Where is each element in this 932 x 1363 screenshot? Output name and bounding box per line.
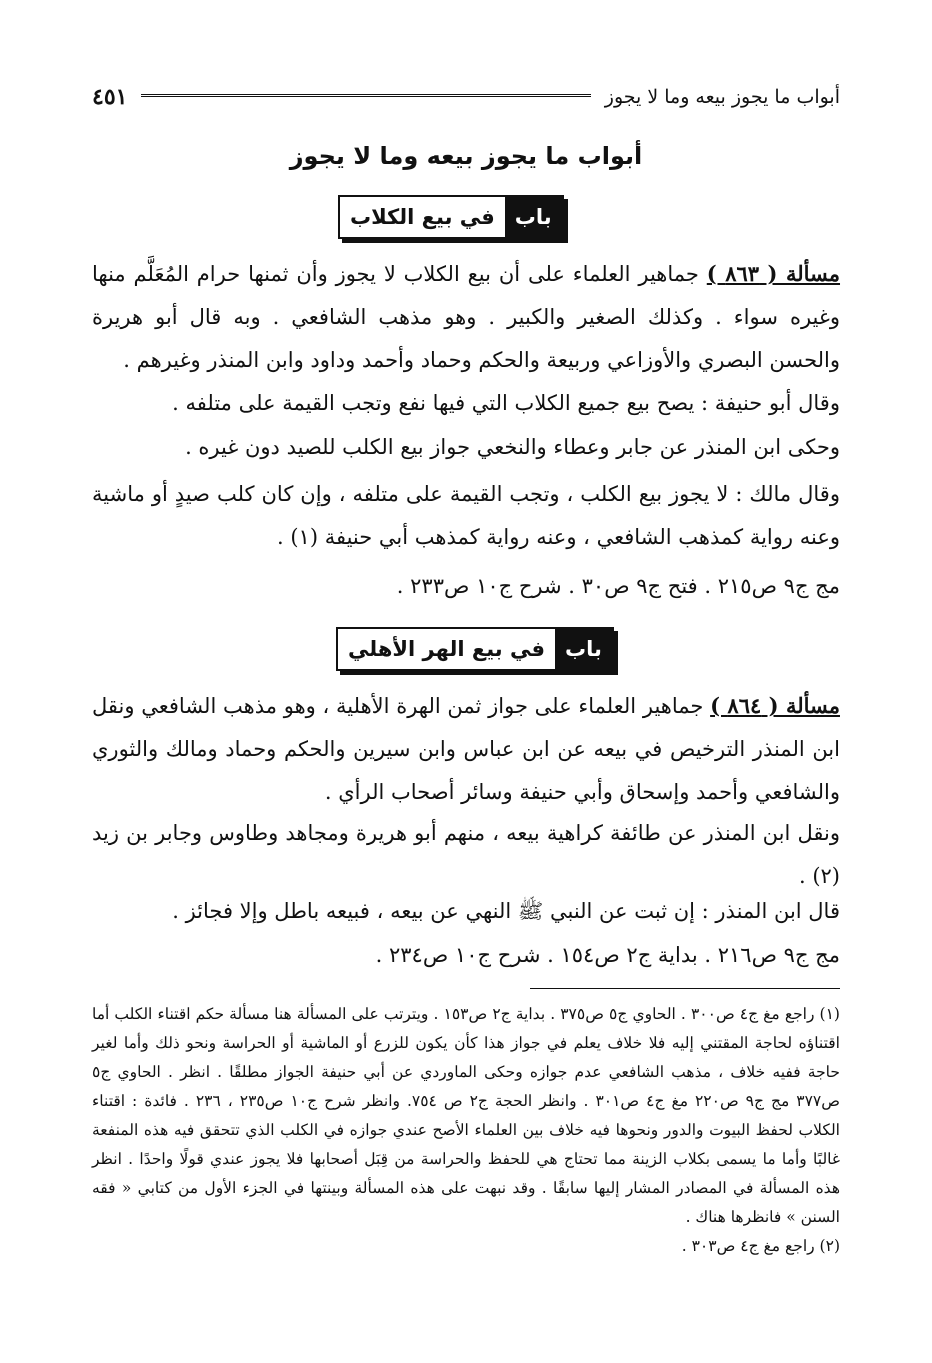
bab-label: باب bbox=[505, 197, 562, 237]
masala-label: مسألة ( ٨٦٣ ) bbox=[706, 261, 841, 286]
footnote-2: (٢) راجع مغ ج٤ ص٣٠٣ . bbox=[681, 1237, 840, 1255]
paragraph-text: جماهير العلماء على أن بيع الكلاب لا يجوز وأن ثمنها حرام المُعَلَّم منها وغيره سواء . وكذلك الصغير والكبير . وهو مذهب الشافعي . وبه قال أبو هريرة والحسن البصري والأوزاعي وربيعة والحكم وحماد وأحمد وداود وابن المنذر وغيرهم . bbox=[92, 262, 840, 372]
masala-label: مسألة ( ٨٦٤ ) bbox=[710, 693, 840, 718]
references-line: مج ج٩ ص٢١٥ . فتح ج٩ ص٣٠ . شرح ج١٠ ص٢٣٣ . bbox=[396, 574, 840, 598]
section-title: في بيع الهر الأهلي bbox=[348, 637, 545, 661]
running-title: أبواب ما يجوز بيعه وما لا يجوز bbox=[604, 86, 840, 108]
header-rule bbox=[141, 94, 590, 100]
section-title: في بيع الكلاب bbox=[350, 205, 495, 229]
chapter-title: أبواب ما يجوز بيعه وما لا يجوز bbox=[289, 142, 643, 170]
footnotes bbox=[92, 1000, 840, 1261]
running-header bbox=[92, 80, 840, 114]
ibn-al-mundhir-paragraph: وحكى ابن المنذر عن جابر وعطاء والنخعي جواز بيع الكلب للصيد دون غيره . bbox=[185, 435, 840, 459]
masala-864-paragraph bbox=[92, 684, 840, 814]
karahiya-paragraph: ونقل ابن المنذر عن طائفة كراهية بيعه ، منهم أبو هريرة ومجاهد وطاوس وجابر بن زيد (٢) . bbox=[92, 821, 840, 888]
paragraph-text: جماهير العلماء على جواز ثمن الهرة الأهلية ، وهو مذهب الشافعي ونقل ابن المنذر الترخيص في بيعه عن ابن عباس وابن سيرين والحكم وحماد ومالك والثوري والشافعي وأحمد وإسحاق وأبي حنيفة وسائر أصحاب الرأي . bbox=[92, 694, 840, 804]
footnote-1: (١) راجع مغ ج٤ ص٣٠٠ . الحاوي ج٥ ص٣٧٥ . بداية ج٢ ص١٥٣ . ويترتب على المسألة هنا مسألة حكم اقتناء الكلب أما اقتناؤه لحاجة المقتني إليه فلا خلاف يعلم في جواز هذا كأن يكون للزرع أو الماشية أو الحراسة ونحو ذلك وأما لغير حاجة ففيه خلاف ، مذهب الشافعي عدم جوازه وحكى الماوردي عن أبي حنيفة الجواز مطلقًا . انظر . الحاوي ج٥ ص٣٧٧ مج ج٩ ص٢٢٠ مغ ج٤ ص٣٠١ . وانظر الحجة ج٢ ص ٧٥٤. وانظر شرح ج١٠ ص٢٣٥ ، ٢٣٦ . فائدة : اقتناء الكلاب لحفظ البيوت والدور ونحوها فيه خلاف بين العلماء الأصح عندي جوازه في الكلب الذي تتحقق فيه هذه المنفعة غالبًا وأما ما يسمى بكلاب الزينة مما تحتاج هي للحفظ والحراسة من قِبَل أصحابها فلا يجوز عندي قولًا واحدًا . انظر هذه المسألة في المصادر المشار إليها سابقًا . وقد نبهت على هذه المسألة وبينتها في الجزء الأول من كتابي « فقه السنن » فانظرها هناك . bbox=[92, 1005, 840, 1226]
abu-hanifa-paragraph: وقال أبو حنيفة : يصح بيع جميع الكلاب التي فيها نفع وتجب القيمة على متلفه . bbox=[172, 391, 840, 415]
malik-paragraph: وقال مالك : لا يجوز بيع الكلب ، وتجب القيمة على متلفه ، وإن كان كلب صيدٍ أو ماشية وعنه رواية كمذهب الشافعي ، وعنه رواية كمذهب أبي حنيفة (١) . bbox=[92, 482, 840, 549]
references-line: مج ج٩ ص٢١٦ . بداية ج٢ ص١٥٤ . شرح ج١٠ ص٢٣٤ . bbox=[375, 943, 840, 967]
section-heading-cats bbox=[336, 627, 614, 671]
ibn-al-mundhir-saying: قال ابن المنذر : إن ثبت عن النبي ﷺ النهي عن بيعه ، فبيعه باطل وإلا فجائز . bbox=[172, 899, 840, 923]
footnote-rule bbox=[530, 988, 840, 989]
masala-863-paragraph bbox=[92, 252, 840, 382]
section-heading-dogs bbox=[338, 195, 564, 239]
page-number: ٤٥١ bbox=[92, 84, 128, 110]
bab-label: باب bbox=[555, 629, 612, 669]
